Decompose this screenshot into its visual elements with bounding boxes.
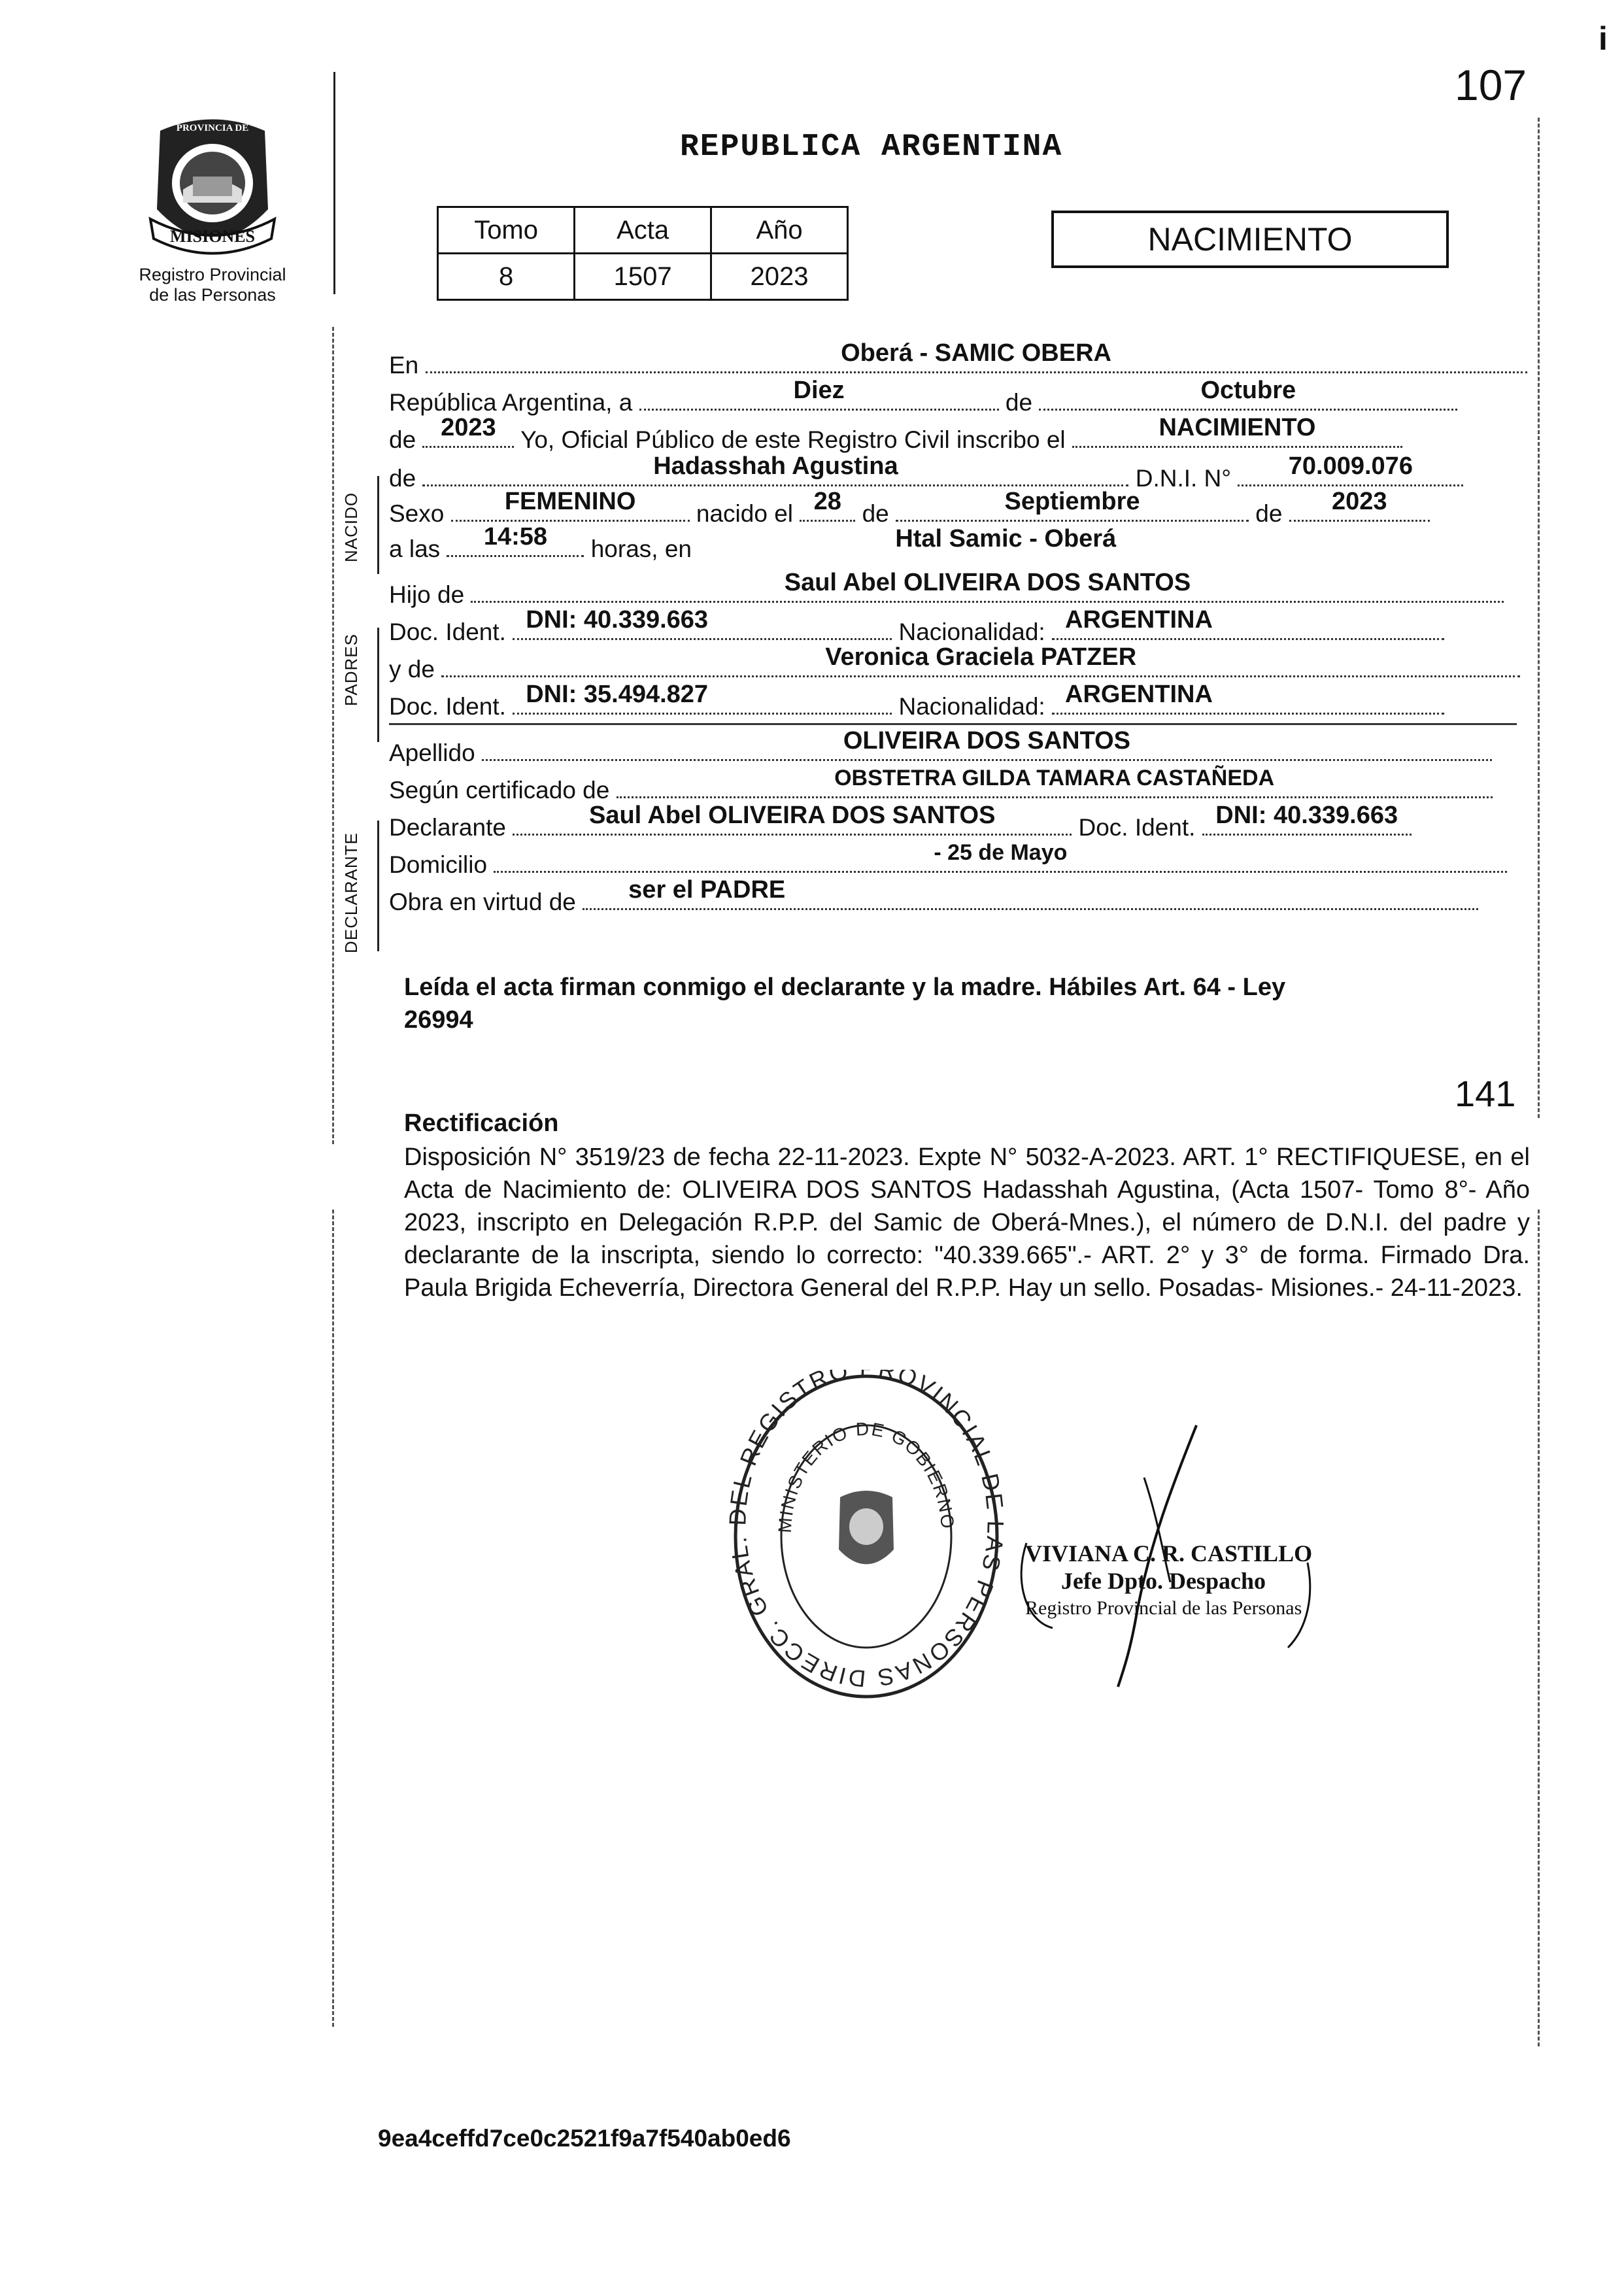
nacido-bracket	[377, 476, 379, 574]
page-number: 107	[1455, 61, 1527, 109]
capacity-value: ser el PADRE	[628, 876, 786, 904]
day-value: Diez	[793, 377, 845, 404]
child-dni-value: 70.009.076	[1288, 452, 1413, 480]
doc-ident-label: Doc. Ident.	[389, 618, 506, 645]
declarant-doc-value: DNI: 40.339.663	[1215, 802, 1398, 829]
side-label-declarante: DECLARANTE	[341, 832, 361, 953]
nacionalidad-label: Nacionalidad:	[898, 693, 1045, 720]
row-mother-doc	[389, 681, 1527, 720]
logo-caption	[114, 265, 311, 305]
father-doc-value: DNI: 40.339.663	[526, 606, 709, 634]
birth-place-value: Htal Samic - Oberá	[895, 525, 1117, 552]
birth-time-value: 14:58	[483, 523, 548, 551]
signing-notice-line-1: Leída el acta firman conmigo el declarante y la madre. Hábiles Art. 64 - Ley	[404, 974, 1286, 1001]
father-nationality-value: ARGENTINA	[1065, 606, 1213, 634]
anio-header: Año	[711, 207, 848, 254]
side-label-padres: PADRES	[341, 634, 361, 706]
year-value: 2023	[441, 414, 496, 441]
corner-mark: i	[1599, 20, 1608, 57]
official-seal-icon	[729, 1370, 1004, 1703]
acta-value: 1507	[575, 254, 711, 300]
declarante-label: Declarante	[389, 814, 506, 841]
certifier-value: OBSTETRA GILDA TAMARA CASTAÑEDA	[834, 766, 1275, 790]
sexo-value: FEMENINO	[504, 488, 636, 515]
dni-label: D.N.I. N°	[1135, 465, 1232, 492]
registry-table	[437, 206, 849, 301]
signature-stamp	[1025, 1540, 1312, 1622]
logo-text-top: PROVINCIA DE	[176, 123, 249, 133]
left-border-dashed	[332, 327, 334, 1144]
de-label: de	[389, 426, 416, 453]
rectification-title: Rectificación	[404, 1110, 559, 1137]
rectification-number: 141	[1455, 1073, 1516, 1114]
y-de-label: y de	[389, 656, 435, 683]
official-seal	[729, 1370, 1004, 1703]
side-label-nacido: NACIDO	[341, 492, 361, 562]
place-value: Oberá - SAMIC OBERA	[841, 339, 1111, 367]
tomo-header: Tomo	[438, 207, 575, 254]
seal-inner-text: MINISTERIO DE GOBIERNO	[774, 1418, 958, 1534]
de-label: de	[389, 465, 416, 492]
birth-day-value: 28	[813, 488, 841, 515]
acta-header: Acta	[575, 207, 711, 254]
right-border-dashed	[1538, 118, 1540, 1118]
row-obra	[389, 876, 1527, 916]
mother-doc-value: DNI: 35.494.827	[526, 681, 709, 708]
anio-value: 2023	[711, 254, 848, 300]
right-border-dashed-lower	[1538, 1210, 1540, 2046]
horas-en-label: horas, en	[590, 535, 692, 562]
stamp-role: Jefe Dpto. Despacho	[1061, 1568, 1266, 1594]
act-form	[389, 339, 1527, 916]
document-title: REPUBLICA ARGENTINA	[680, 129, 1063, 165]
apellido-label: Apellido	[389, 739, 475, 766]
padres-bracket	[377, 628, 379, 742]
rectification-body: Disposición N° 3519/23 de fecha 22-11-2023. Expte N° 5032-A-2023. ART. 1° RECTIFIQUESE, en el Acta de Nacimiento de: OLIVEIRA DOS SANTOS Hadasshah Agustina, (Acta 1507- Tomo 8°- Año 2023, inscripto en Delegación R.P.P. del Samic de Oberá-Mnes.), el número de D.N.I. del padre y declarante de la inscripta, siendo lo correcto: "40.339.665".- ART. 2° y 3° de forma. Firmado Dra. Paula Brigida Echeverría, Directora General del R.P.P. Hay un sello. Posadas- Misiones.- 24-11-2023.	[404, 1144, 1530, 1302]
de-label: de	[1255, 500, 1283, 527]
declarante-bracket	[377, 821, 379, 951]
signing-notice-line-2: 26994	[404, 1006, 473, 1034]
en-label: En	[389, 352, 419, 379]
province-logo	[137, 111, 288, 262]
declarant-name-value: Saul Abel OLIVEIRA DOS SANTOS	[588, 802, 996, 829]
surname-value: OLIVEIRA DOS SANTOS	[843, 727, 1131, 754]
address-value: - 25 de Mayo	[934, 840, 1068, 865]
tomo-value: 8	[438, 254, 575, 300]
birth-year-value: 2023	[1331, 488, 1387, 515]
stamp-office: Registro Provincial de las Personas	[1025, 1597, 1302, 1619]
domicilio-label: Domicilio	[389, 851, 488, 878]
de-label: de	[1005, 389, 1033, 416]
left-border-line	[333, 72, 335, 294]
row-hora	[389, 523, 1527, 563]
obra-en-virtud-label: Obra en virtud de	[389, 889, 576, 915]
left-border-dashed-lower	[332, 1210, 334, 2027]
hijo-de-label: Hijo de	[389, 581, 465, 608]
republica-label: República Argentina, a	[389, 389, 633, 416]
a-las-label: a las	[389, 535, 441, 562]
doc-ident-label: Doc. Ident.	[1078, 814, 1196, 841]
birth-month-value: Septiembre	[1004, 488, 1140, 515]
logo-caption-line-2: de las Personas	[149, 285, 276, 305]
act-type-box: NACIMIENTO	[1051, 211, 1449, 268]
doc-ident-label: Doc. Ident.	[389, 693, 506, 720]
province-shield-icon	[137, 111, 288, 262]
mother-name-value: Veronica Graciela PATZER	[825, 643, 1137, 671]
stamp-name: VIVIANA C. R. CASTILLO	[1025, 1540, 1313, 1567]
child-name-value: Hadasshah Agustina	[653, 452, 898, 480]
act-kind-value: NACIMIENTO	[1159, 414, 1316, 441]
nacionalidad-label: Nacionalidad:	[898, 618, 1045, 645]
father-name-value: Saul Abel OLIVEIRA DOS SANTOS	[784, 569, 1191, 596]
segun-certificado-label: Según certificado de	[389, 777, 610, 804]
document-hash: 9ea4ceffd7ce0c2521f9a7f540ab0ed6	[378, 2125, 791, 2152]
nacido-label: nacido el	[696, 500, 794, 527]
sexo-label: Sexo	[389, 500, 445, 527]
mother-nationality-value: ARGENTINA	[1065, 681, 1213, 708]
month-value: Octubre	[1200, 377, 1296, 404]
signing-notice	[404, 971, 1529, 1036]
de-label: de	[862, 500, 889, 527]
yo-text: Yo, Oficial Público de este Registro Civil inscribo el	[520, 426, 1066, 453]
logo-text-bottom: MISIONES	[169, 227, 256, 246]
logo-caption-line-1: Registro Provincial	[139, 265, 286, 284]
seal-outer-text: DIRECC. GRA L REGISTRO ROVINCIAL D S PERSONAS	[729, 1370, 1004, 1693]
